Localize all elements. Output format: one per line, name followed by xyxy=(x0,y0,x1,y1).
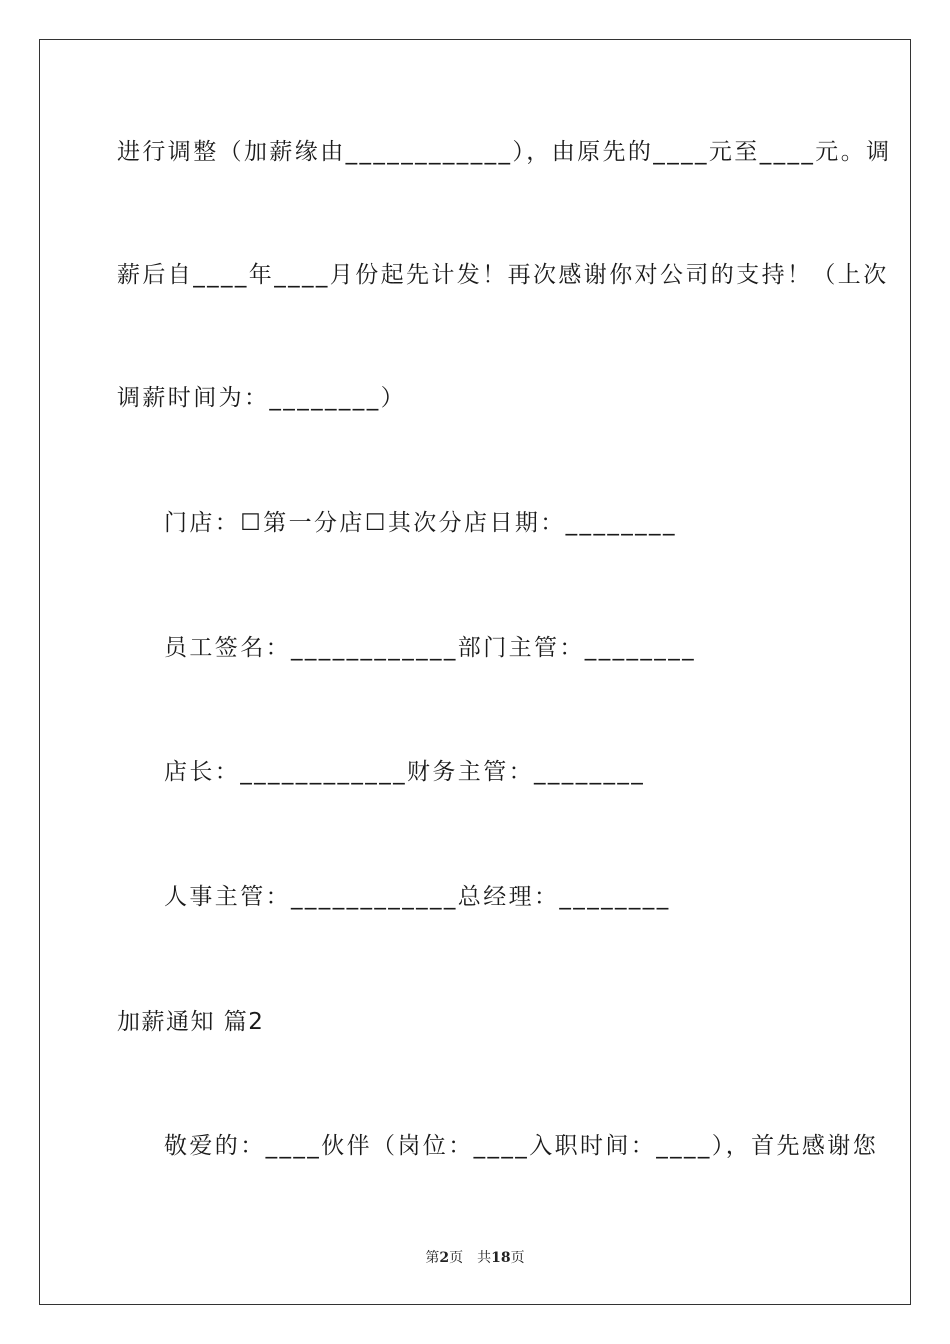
footer-mid: 页 共 xyxy=(449,1250,492,1266)
hr-manager-line: 人事主管：____________总经理：________ xyxy=(164,884,671,910)
page-border xyxy=(39,39,911,1305)
body-line-2: 薪后自____年____月份起先计发！再次感谢你对公司的支持！（上次 xyxy=(117,262,889,288)
footer-prefix: 第 xyxy=(425,1250,440,1266)
body-line-1: 进行调整（加薪缘由____________），由原先的____元至____元。调 xyxy=(117,139,892,165)
greeting-line: 敬爱的：____伙伴（岗位：____入职时间：____），首先感谢您 xyxy=(164,1133,879,1159)
store-line: 门店：☐第一分店☐其次分店日期：________ xyxy=(164,510,677,536)
footer-page-current: 2 xyxy=(439,1250,450,1266)
footer-page-total: 18 xyxy=(491,1250,511,1266)
section-heading: 加薪通知 篇2 xyxy=(117,1009,265,1035)
body-line-3: 调薪时间为：________） xyxy=(117,385,406,411)
page-footer xyxy=(0,1247,950,1267)
footer-suffix: 页 xyxy=(510,1250,525,1266)
store-manager-line: 店长：____________财务主管：________ xyxy=(164,759,646,785)
employee-signature-line: 员工签名：____________部门主管：________ xyxy=(164,635,696,661)
